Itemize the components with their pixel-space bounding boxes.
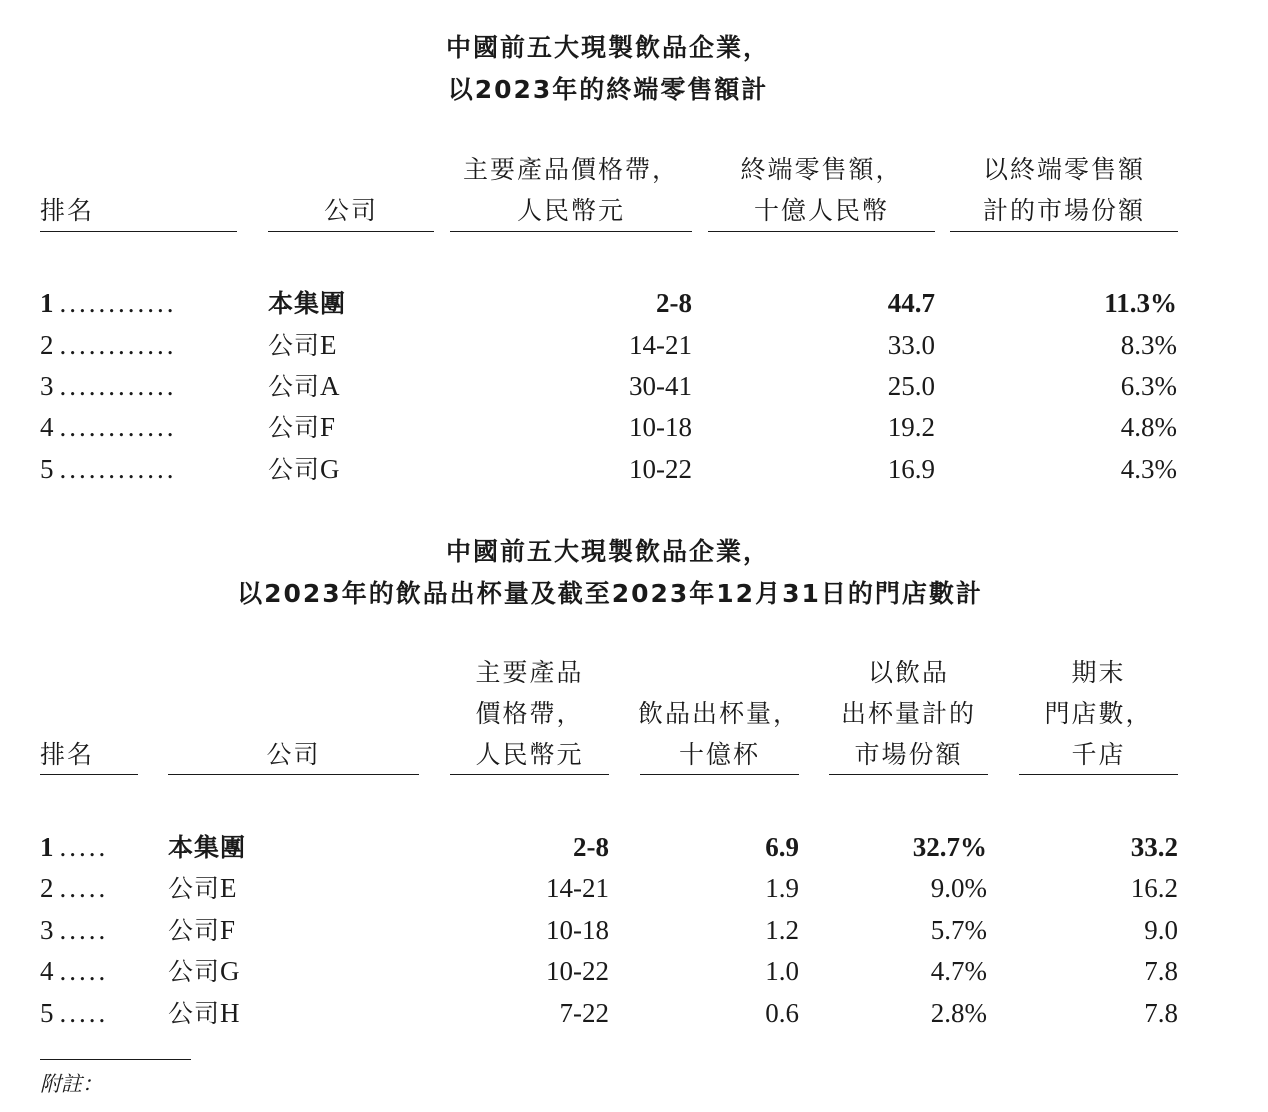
table1-row5-rank (40, 454, 177, 484)
table2-header-cups-line1: 飲品出杯量， (637, 699, 800, 728)
rank-number: 5 (40, 998, 54, 1028)
company-name: 本集團 (268, 289, 347, 318)
company-letter: E (320, 330, 337, 360)
table2-row1-cups: 6.9 (765, 832, 799, 862)
table1-company-underline (268, 231, 434, 232)
table2-header-stores-line3: 千店 (1071, 740, 1126, 769)
table1-row4-company (268, 412, 335, 443)
rank-number: 4 (40, 412, 54, 442)
table2-row4-company (168, 956, 240, 987)
table2-row1-stores: 33.2 (1130, 832, 1178, 862)
company-name: 公司 (268, 331, 321, 360)
rank-number: 4 (40, 956, 54, 986)
table1-share-underline (950, 231, 1178, 232)
table1-title-line1: 中國前五大現製飲品企業， (445, 33, 770, 62)
rank-number: 3 (40, 915, 54, 945)
table2-row1-share: 32.7% (912, 832, 987, 862)
company-letter: F (220, 915, 236, 945)
table1-header-sales-line2: 十億人民幣 (753, 196, 889, 225)
table2-header-price-line3: 人民幣元 (475, 740, 584, 769)
table2-header-stores-line1: 期末 (1071, 658, 1126, 687)
table2-row4-price: 10-22 (546, 956, 609, 986)
rank-number: 5 (40, 454, 54, 484)
table2-header-share-line1: 以飲品 (867, 658, 949, 687)
table2-row5-price: 7-22 (559, 998, 609, 1028)
table2-header-cups-line2: 十億杯 (678, 740, 760, 769)
table2-header-company: 公司 (266, 740, 321, 769)
table1-row3-rank (40, 371, 177, 401)
table1-header-company: 公司 (323, 196, 378, 225)
table2-row4-share: 4.7% (930, 956, 987, 986)
table1-header-share-line1: 以終端零售額 (982, 155, 1145, 184)
table2-row3-company (168, 915, 235, 946)
company-name: 公司 (168, 999, 221, 1028)
table2-row2-share: 9.0% (930, 873, 987, 903)
table2-row2-company (168, 873, 237, 904)
table1-row5-sales: 16.9 (887, 454, 935, 484)
footnote-divider (40, 1059, 191, 1060)
table1-row4-price: 10-18 (629, 412, 692, 442)
table2-row3-cups: 1.2 (765, 915, 799, 945)
company-letter: F (320, 412, 336, 442)
table1-header-sales-line1: 終端零售額， (740, 155, 903, 184)
leader-dots: ............ (59, 288, 177, 318)
company-name: 公司 (268, 455, 321, 484)
rank-number: 2 (40, 330, 54, 360)
table1-row5-share: 4.3% (1120, 454, 1177, 484)
leader-dots: ............ (59, 371, 177, 401)
table2-row2-cups: 1.9 (765, 873, 799, 903)
leader-dots: ..... (59, 915, 109, 945)
table2-row3-share: 5.7% (930, 915, 987, 945)
rank-number: 1 (40, 288, 54, 318)
leader-dots: ..... (59, 956, 109, 986)
table2-title-line2: 以2023年的飲品出杯量及截至2023年12月31日的門店數計 (237, 579, 983, 608)
table2-cups-underline (640, 774, 799, 775)
table2-row5-rank (40, 998, 108, 1028)
table2-row4-stores: 7.8 (1144, 956, 1178, 986)
table1-row3-company (268, 371, 340, 402)
leader-dots: ..... (59, 873, 109, 903)
table1-row1-price: 2-8 (656, 288, 692, 318)
table2-row2-stores: 16.2 (1130, 873, 1178, 903)
table2-row2-rank (40, 873, 108, 903)
table1-row3-price: 30-41 (629, 371, 692, 401)
table1-row4-rank (40, 412, 177, 442)
table2-row1-company (168, 832, 246, 863)
leader-dots: ..... (59, 998, 109, 1028)
table2-row4-rank (40, 956, 108, 986)
table1-row5-company (268, 454, 340, 485)
table1-row4-sales: 19.2 (887, 412, 935, 442)
company-name: 公司 (268, 372, 321, 401)
company-letter: A (320, 371, 340, 401)
table2-row3-stores: 9.0 (1144, 915, 1178, 945)
table2-header-share-line2: 出杯量計的 (840, 699, 976, 728)
leader-dots: ............ (59, 412, 177, 442)
company-name: 公司 (168, 916, 221, 945)
table1-row2-sales: 33.0 (887, 330, 935, 360)
rank-number: 1 (40, 832, 54, 862)
table1-row5-price: 10-22 (629, 454, 692, 484)
company-name: 公司 (168, 957, 221, 986)
table1-row2-share: 8.3% (1120, 330, 1177, 360)
table2-row4-cups: 1.0 (765, 956, 799, 986)
table1-row2-company (268, 330, 337, 361)
table2-rank-underline (40, 774, 138, 775)
company-letter: H (220, 998, 240, 1028)
leader-dots: ..... (59, 832, 109, 862)
table1-sales-underline (708, 231, 935, 232)
table2-header-stores-line2: 門店數， (1044, 699, 1153, 728)
table1-header-rank: 排名 (40, 196, 95, 225)
table2-row3-price: 10-18 (546, 915, 609, 945)
table1-row1-company (268, 288, 346, 319)
table1-row3-sales: 25.0 (887, 371, 935, 401)
table2-price-underline (450, 774, 609, 775)
table1-row2-price: 14-21 (629, 330, 692, 360)
table2-row5-company (168, 998, 240, 1029)
table2-row1-rank (40, 832, 108, 862)
company-name: 本集團 (168, 833, 247, 862)
table2-row5-cups: 0.6 (765, 998, 799, 1028)
table2-company-underline (168, 774, 419, 775)
company-letter: E (220, 873, 237, 903)
table1-row3-share: 6.3% (1120, 371, 1177, 401)
table2-header-price-line2: 價格帶， (475, 699, 584, 728)
table1-title-line2: 以2023年的終端零售額計 (447, 75, 769, 104)
table2-header-share-line3: 市場份額 (854, 740, 963, 769)
table2-header-rank: 排名 (40, 740, 95, 769)
table1-header-price-line2: 人民幣元 (516, 196, 625, 225)
table2-header-price-line1: 主要產品 (475, 658, 584, 687)
table2-row2-price: 14-21 (546, 873, 609, 903)
table1-row1-rank (40, 288, 177, 318)
company-letter: G (220, 956, 240, 986)
table2-row5-stores: 7.8 (1144, 998, 1178, 1028)
table2-row3-rank (40, 915, 108, 945)
table1-row2-rank (40, 330, 177, 360)
table2-title-line1: 中國前五大現製飲品企業， (445, 537, 770, 566)
leader-dots: ............ (59, 454, 177, 484)
rank-number: 3 (40, 371, 54, 401)
footnote-label: 附註： (40, 1072, 103, 1096)
table1-header-share-line2: 計的市場份額 (982, 196, 1145, 225)
leader-dots: ............ (59, 330, 177, 360)
table2-stores-underline (1019, 774, 1178, 775)
table1-row4-share: 4.8% (1120, 412, 1177, 442)
company-name: 公司 (268, 413, 321, 442)
table1-row1-sales: 44.7 (887, 288, 935, 318)
table2-row1-price: 2-8 (573, 832, 609, 862)
table1-price-underline (450, 231, 692, 232)
table1-header-price-line1: 主要產品價格帶， (462, 155, 679, 184)
company-name: 公司 (168, 874, 221, 903)
rank-number: 2 (40, 873, 54, 903)
company-letter: G (320, 454, 340, 484)
table2-row5-share: 2.8% (930, 998, 987, 1028)
table1-row1-share: 11.3% (1104, 288, 1177, 318)
table2-share-underline (829, 774, 988, 775)
table1-rank-underline (40, 231, 237, 232)
